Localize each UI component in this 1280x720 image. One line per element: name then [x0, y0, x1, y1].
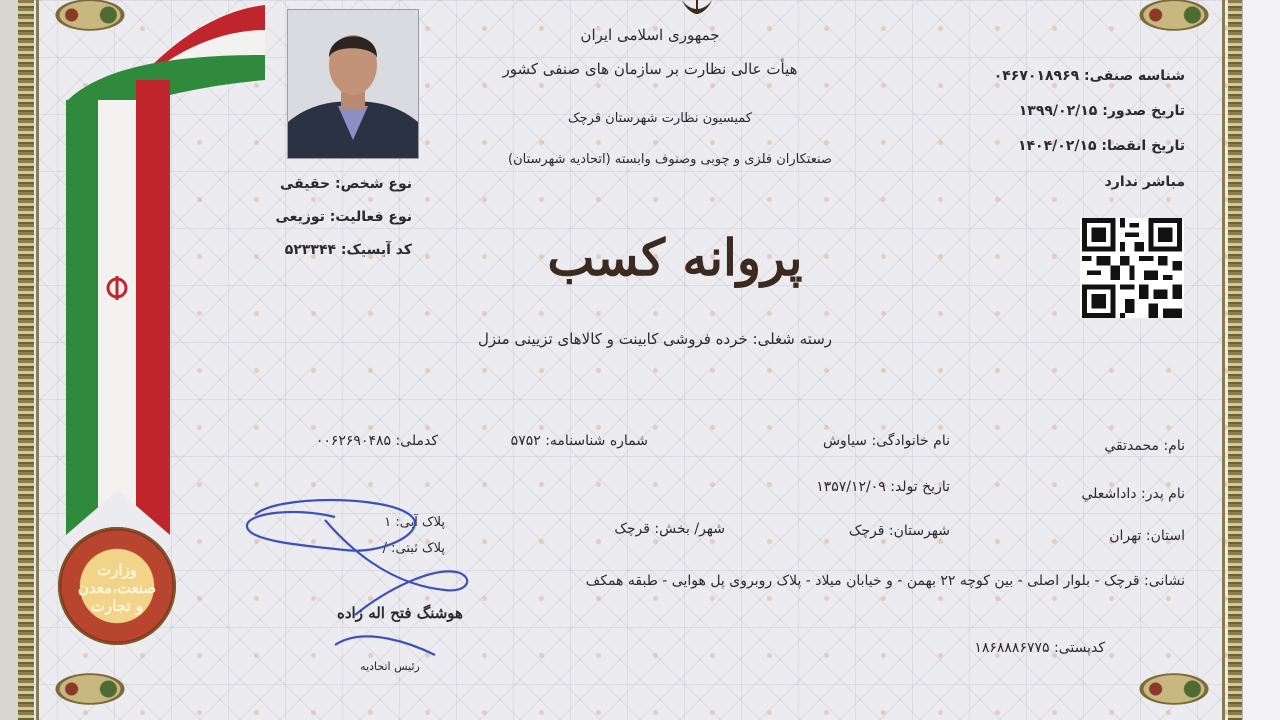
signatory-role: رئیس اتحادیه [360, 660, 420, 673]
address: نشانی: قرچک - بلوار اصلی - بین کوچه ۲۲ بهمن - و خیابان میلاد - پلاک روبروی پل هوایی - طبقه همکف [585, 573, 1185, 589]
id-number: شماره شناسنامه: ۵۷۵۲ [510, 433, 648, 449]
postal-code: کدپستی: ۱۸۶۸۸۸۶۷۷۵ [974, 640, 1105, 656]
first-name: نام: محمدتقي [1104, 438, 1185, 454]
seal-text-line3: و تجارت [90, 597, 144, 615]
blue-plaque: پلاک آبی: ۱ [384, 515, 445, 530]
national-code: کدملی: ۰۰۶۲۶۹۰۴۸۵ [315, 433, 438, 449]
border-line-left [36, 0, 39, 720]
signatory-name: هوشنگ فتح اله زاده [337, 604, 463, 622]
paper-edge-left [0, 0, 19, 720]
document-title: پروانه کسب [547, 228, 803, 287]
republic-heading: جمهوری اسلامی ایران [580, 26, 720, 44]
person-type: نوع شخص: حقیقی [279, 176, 412, 192]
ministry-seal [58, 527, 176, 645]
board-heading: هیأت عالی نظارت بر سازمان های صنفی کشور [502, 60, 798, 78]
activity-type: نوع فعالیت: توزیعی [275, 209, 412, 225]
paper-edge-right [1242, 0, 1280, 720]
manager-status: مباشر ندارد [1104, 174, 1185, 190]
signature-scribble [235, 495, 485, 665]
ornamental-border-left [18, 0, 34, 720]
corner-ornament-bottom-right [1128, 668, 1220, 710]
ornamental-border-right [1228, 0, 1242, 720]
occupation-line: رسته شغلی: خرده فروشی کابینت و کالاهای تزیینی منزل [477, 330, 833, 348]
city-district: شهر/ بخش: قرچک [614, 521, 725, 537]
last-name: نام خانوادگی: سیاوش [822, 433, 950, 449]
iran-flag-ribbon [50, 0, 280, 540]
seal-text-line2: صنعت،معدن [77, 579, 157, 597]
issue-date: تاریخ صدور: ۱۳۹۹/۰۲/۱۵ [1018, 103, 1185, 119]
corner-ornament-top-right [1128, 0, 1220, 36]
state-emblem-icon [672, 0, 722, 16]
qr-code [1080, 218, 1184, 318]
birth-date: تاریخ تولد: ۱۳۵۷/۱۲/۰۹ [816, 479, 950, 495]
registered-plaque: پلاک ثبتی: / [382, 541, 445, 556]
father-name: نام پدر: داداشعلي [1081, 486, 1185, 502]
person-portrait [288, 10, 418, 158]
union-heading: صنعتکاران فلزی و چوبی وصنوف وابسته (اتحادیه شهرستان) [508, 152, 832, 167]
border-line-right [1222, 0, 1225, 720]
guild-id: شناسه صنفی: ۰۴۶۷۰۱۸۹۶۹ [993, 68, 1185, 84]
commission-heading: کمیسیون نظارت شهرستان قرچک [567, 111, 752, 126]
corner-ornament-bottom-left [44, 668, 136, 710]
expiry-date: تاریخ انقضا: ۱۴۰۴/۰۲/۱۵ [1017, 138, 1185, 154]
holder-photo [287, 9, 419, 159]
county: شهرستان: قرچک [848, 523, 950, 539]
province: استان: تهران [1109, 528, 1185, 544]
seal-text-line1: وزارت [96, 561, 138, 579]
isic-code: کد آیسیک: ۵۲۳۳۴۴ [284, 242, 412, 258]
